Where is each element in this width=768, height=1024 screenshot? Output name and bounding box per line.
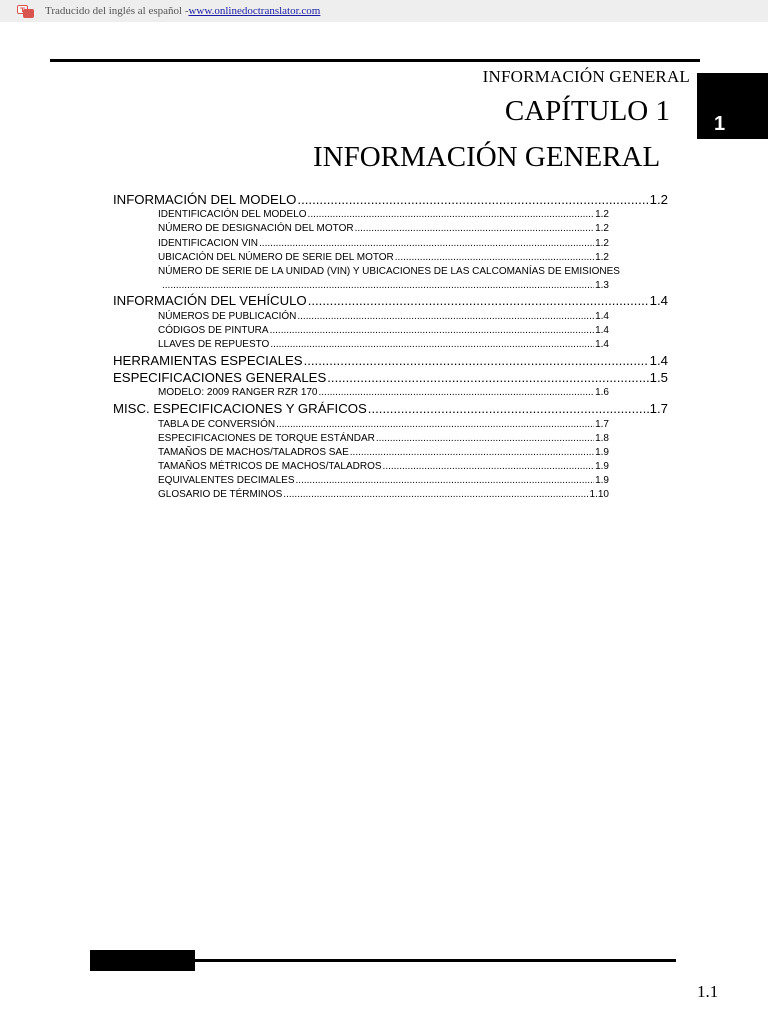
- running-head: INFORMACIÓN GENERAL: [482, 67, 690, 86]
- chapter-tab: [697, 73, 768, 139]
- header-rule: [50, 59, 700, 62]
- banner-text: Traducido del inglés al español -: [45, 5, 189, 17]
- translate-icon: [17, 5, 34, 18]
- page-title: INFORMACIÓN GENERAL: [313, 141, 661, 173]
- toc-entry[interactable]: HERRAMIENTAS ESPECIALES ..... 1.4: [113, 353, 668, 368]
- toc-entry[interactable]: CÓDIGOS DE PINTURA ..... 1.4: [158, 325, 609, 336]
- banner-link[interactable]: www.onlinedoctranslator.com: [188, 5, 321, 17]
- toc-entry[interactable]: GLOSARIO DE TÉRMINOS ..... 1.10: [158, 489, 609, 500]
- toc-entry[interactable]: ESPECIFICACIONES DE TORQUE ESTÁNDAR ..... 1.8: [158, 433, 609, 444]
- toc-entry[interactable]: INFORMACIÓN DEL VEHÍCULO ..... 1.4: [113, 293, 668, 308]
- footer-bar: [90, 950, 195, 971]
- toc-entry[interactable]: INFORMACIÓN DEL MODELO ..... 1.2: [113, 192, 668, 207]
- toc-entry-wrapped-leader[interactable]: ..... 1.3: [158, 280, 609, 291]
- toc-entry[interactable]: ESPECIFICACIONES GENERALES ..... 1.5: [113, 370, 668, 385]
- translation-banner: [0, 0, 768, 22]
- toc-entry[interactable]: NÚMEROS DE PUBLICACIÓN ..... 1.4: [158, 311, 609, 322]
- toc-entry[interactable]: TAMAÑOS MÉTRICOS DE MACHOS/TALADROS ..... 1.9: [158, 461, 609, 472]
- toc-entry[interactable]: LLAVES DE REPUESTO ..... 1.4: [158, 339, 609, 350]
- toc-entry[interactable]: UBICACIÓN DEL NÚMERO DE SERIE DEL MOTOR ..... 1.2: [158, 252, 609, 263]
- toc-entry[interactable]: IDENTIFICACION VIN ..... 1.2: [158, 238, 609, 249]
- toc-entry[interactable]: EQUIVALENTES DECIMALES ..... 1.9: [158, 475, 609, 486]
- page-number: 1.1: [697, 982, 719, 1001]
- toc-entry[interactable]: IDENTIFICACIÓN DEL MODELO ..... 1.2: [158, 209, 609, 220]
- toc-entry-wrapped[interactable]: NÚMERO DE SERIE DE LA UNIDAD (VIN) Y UBICACIONES DE LAS CALCOMANÍAS DE EMISIONES: [158, 266, 620, 277]
- toc-entry[interactable]: TABLA DE CONVERSIÓN ..... 1.7: [158, 419, 609, 430]
- chapter-number: CAPÍTULO 1: [504, 95, 670, 127]
- toc-entry[interactable]: MISC. ESPECIFICACIONES Y GRÁFICOS ..... 1.7: [113, 401, 668, 416]
- toc-entry[interactable]: TAMAÑOS DE MACHOS/TALADROS SAE ..... 1.9: [158, 447, 609, 458]
- toc-entry[interactable]: NÚMERO DE DESIGNACIÓN DEL MOTOR ..... 1.2: [158, 223, 609, 234]
- toc-entry[interactable]: MODELO: 2009 RANGER RZR 170 ..... 1.6: [158, 387, 609, 398]
- footer-rule: [195, 959, 676, 962]
- chapter-tab-number: 1: [714, 113, 726, 135]
